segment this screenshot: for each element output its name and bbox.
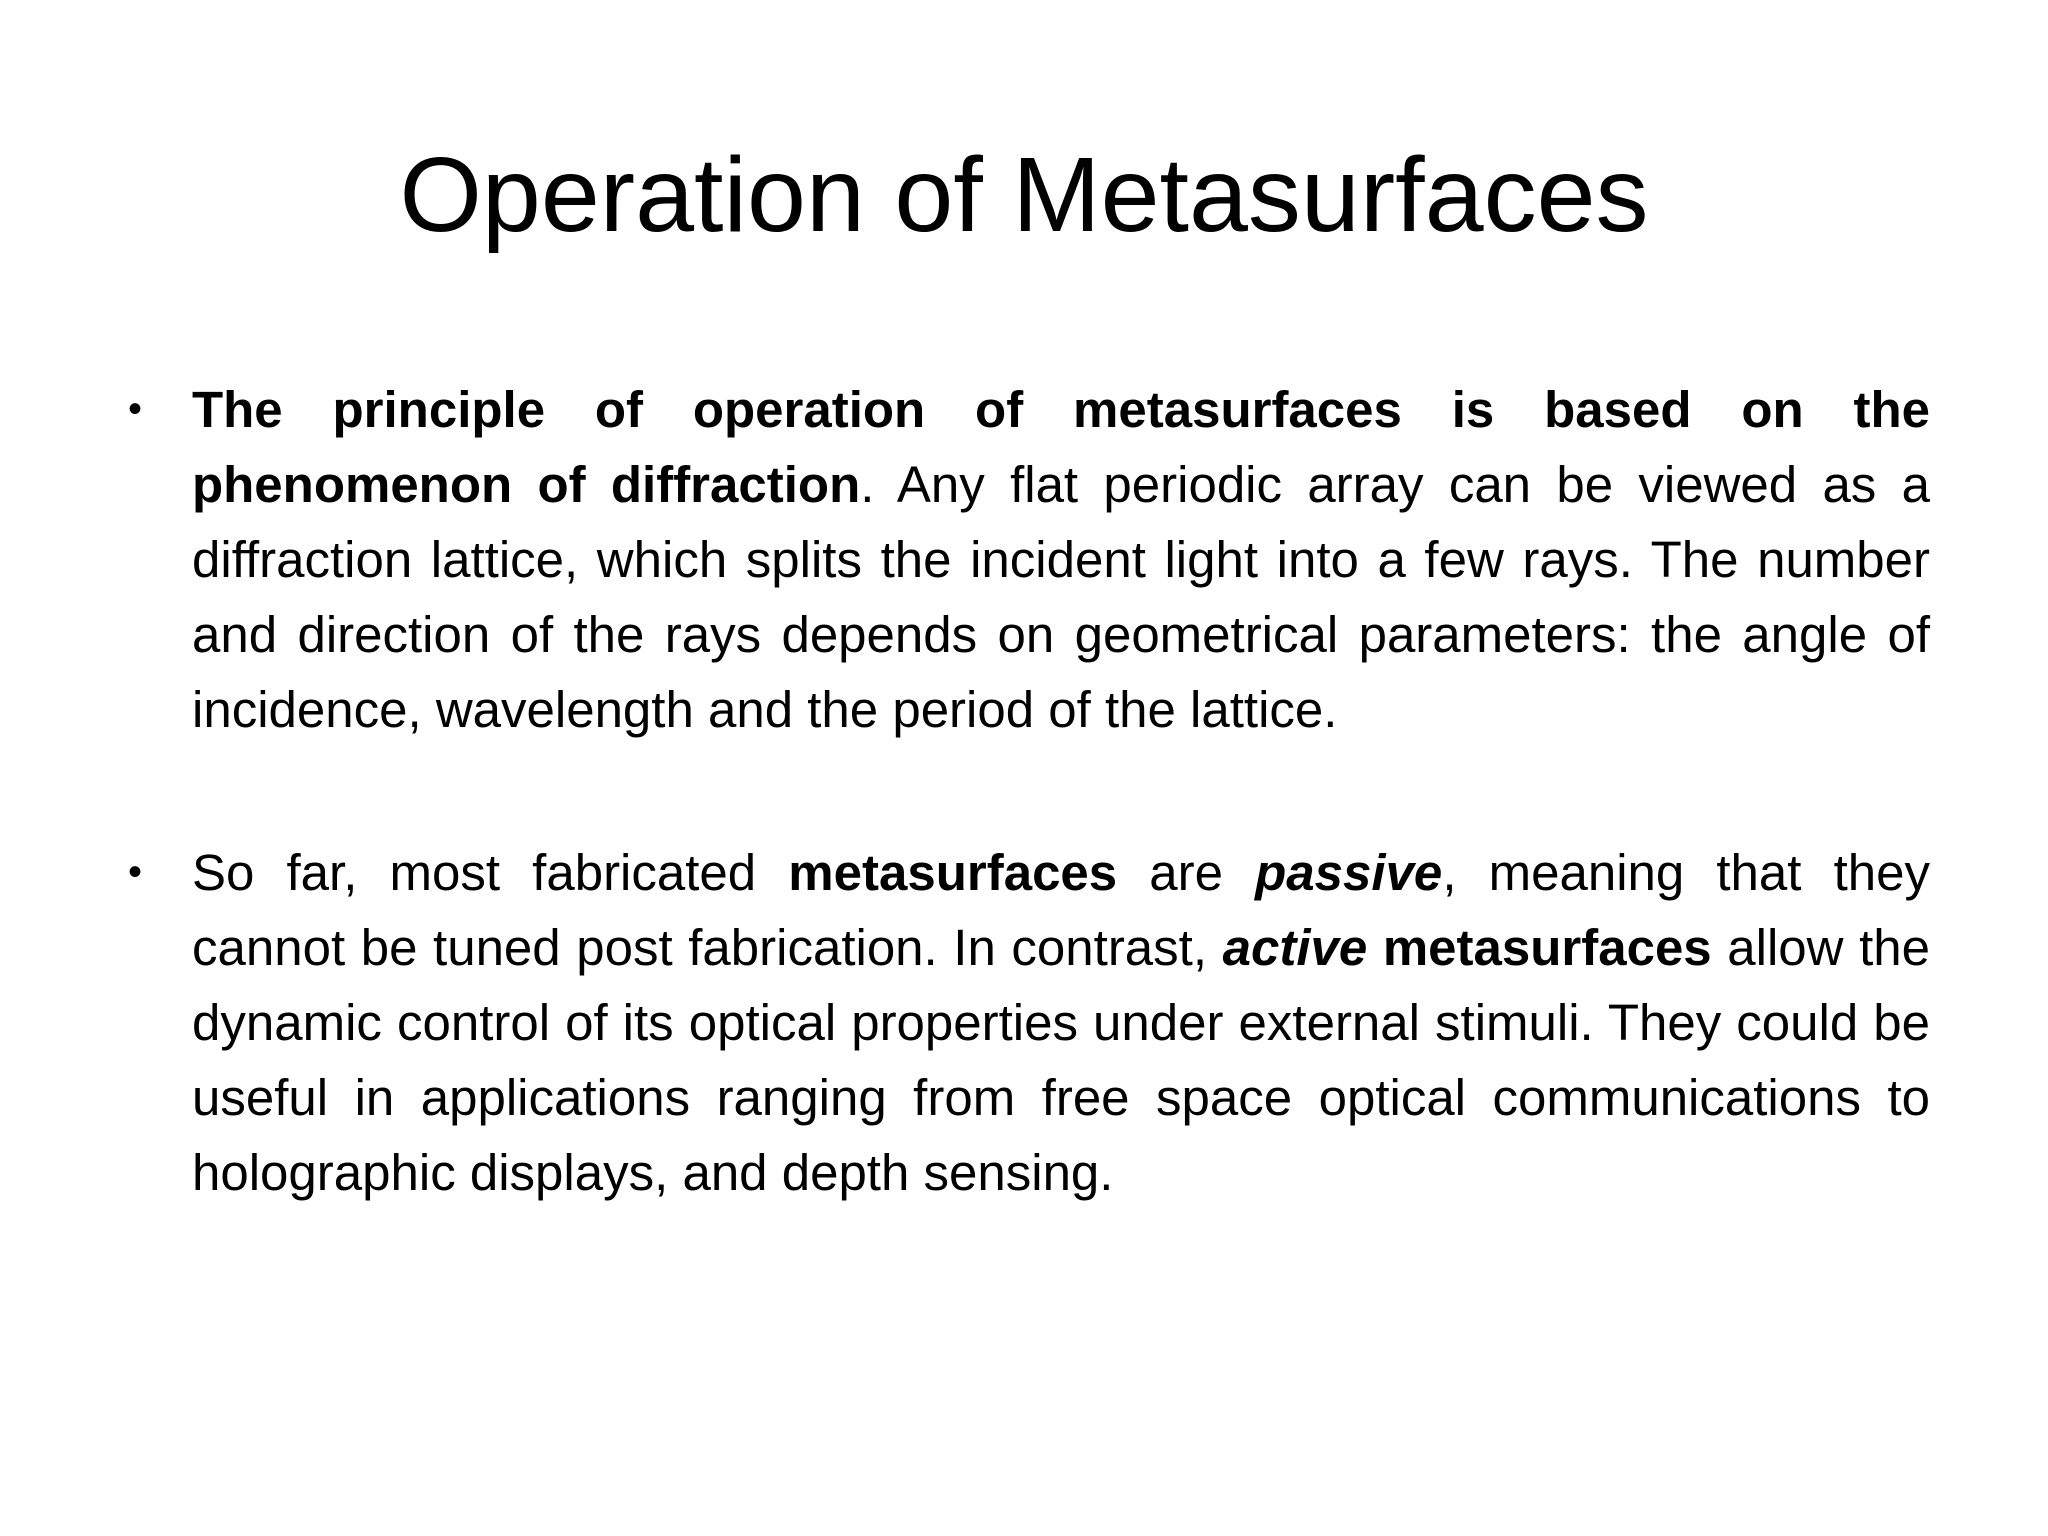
bullet-bold-lead: The principle of operation of metasurfaces is based on the phenomenon of diffraction: [192, 381, 1930, 513]
slide-title: Operation of Metasurfaces: [399, 136, 1649, 254]
bullet-text: , meaning that they cannot be tuned post fabrication. In contrast,: [192, 844, 1930, 976]
bullet-bold-term: metasurfaces: [788, 844, 1118, 901]
bullet-dot-icon: •: [128, 850, 143, 894]
bullet-bold-term: metasurfaces: [1382, 919, 1712, 976]
bullet-item-active-metasurfaces: [128, 835, 1930, 1210]
bullet-bold-italic-term: passive: [1255, 844, 1443, 901]
bullet-list: [128, 372, 1930, 1210]
bullet-dot-icon: •: [128, 387, 143, 431]
bullet-text: So far, most fabricated: [192, 844, 789, 901]
bullet-text: . Any flat periodic array can be viewed as a diffraction lattice, which splits the incident light into a few rays. The number and direction of the rays depends on geometrical parameters: the angle of incidence, wavelength and the period of the lattice.: [192, 456, 1930, 738]
bullet-item-diffraction: [128, 372, 1930, 747]
bullet-text: allow the dynamic control of its optical properties under external stimuli. They could be useful in applications ranging from free space optical communications to holographic displays, and depth sensing.: [192, 919, 1930, 1201]
bullet-text: are: [1117, 844, 1256, 901]
bullet-bold-italic-term: active: [1222, 919, 1368, 976]
bullet-text: [1367, 919, 1383, 976]
